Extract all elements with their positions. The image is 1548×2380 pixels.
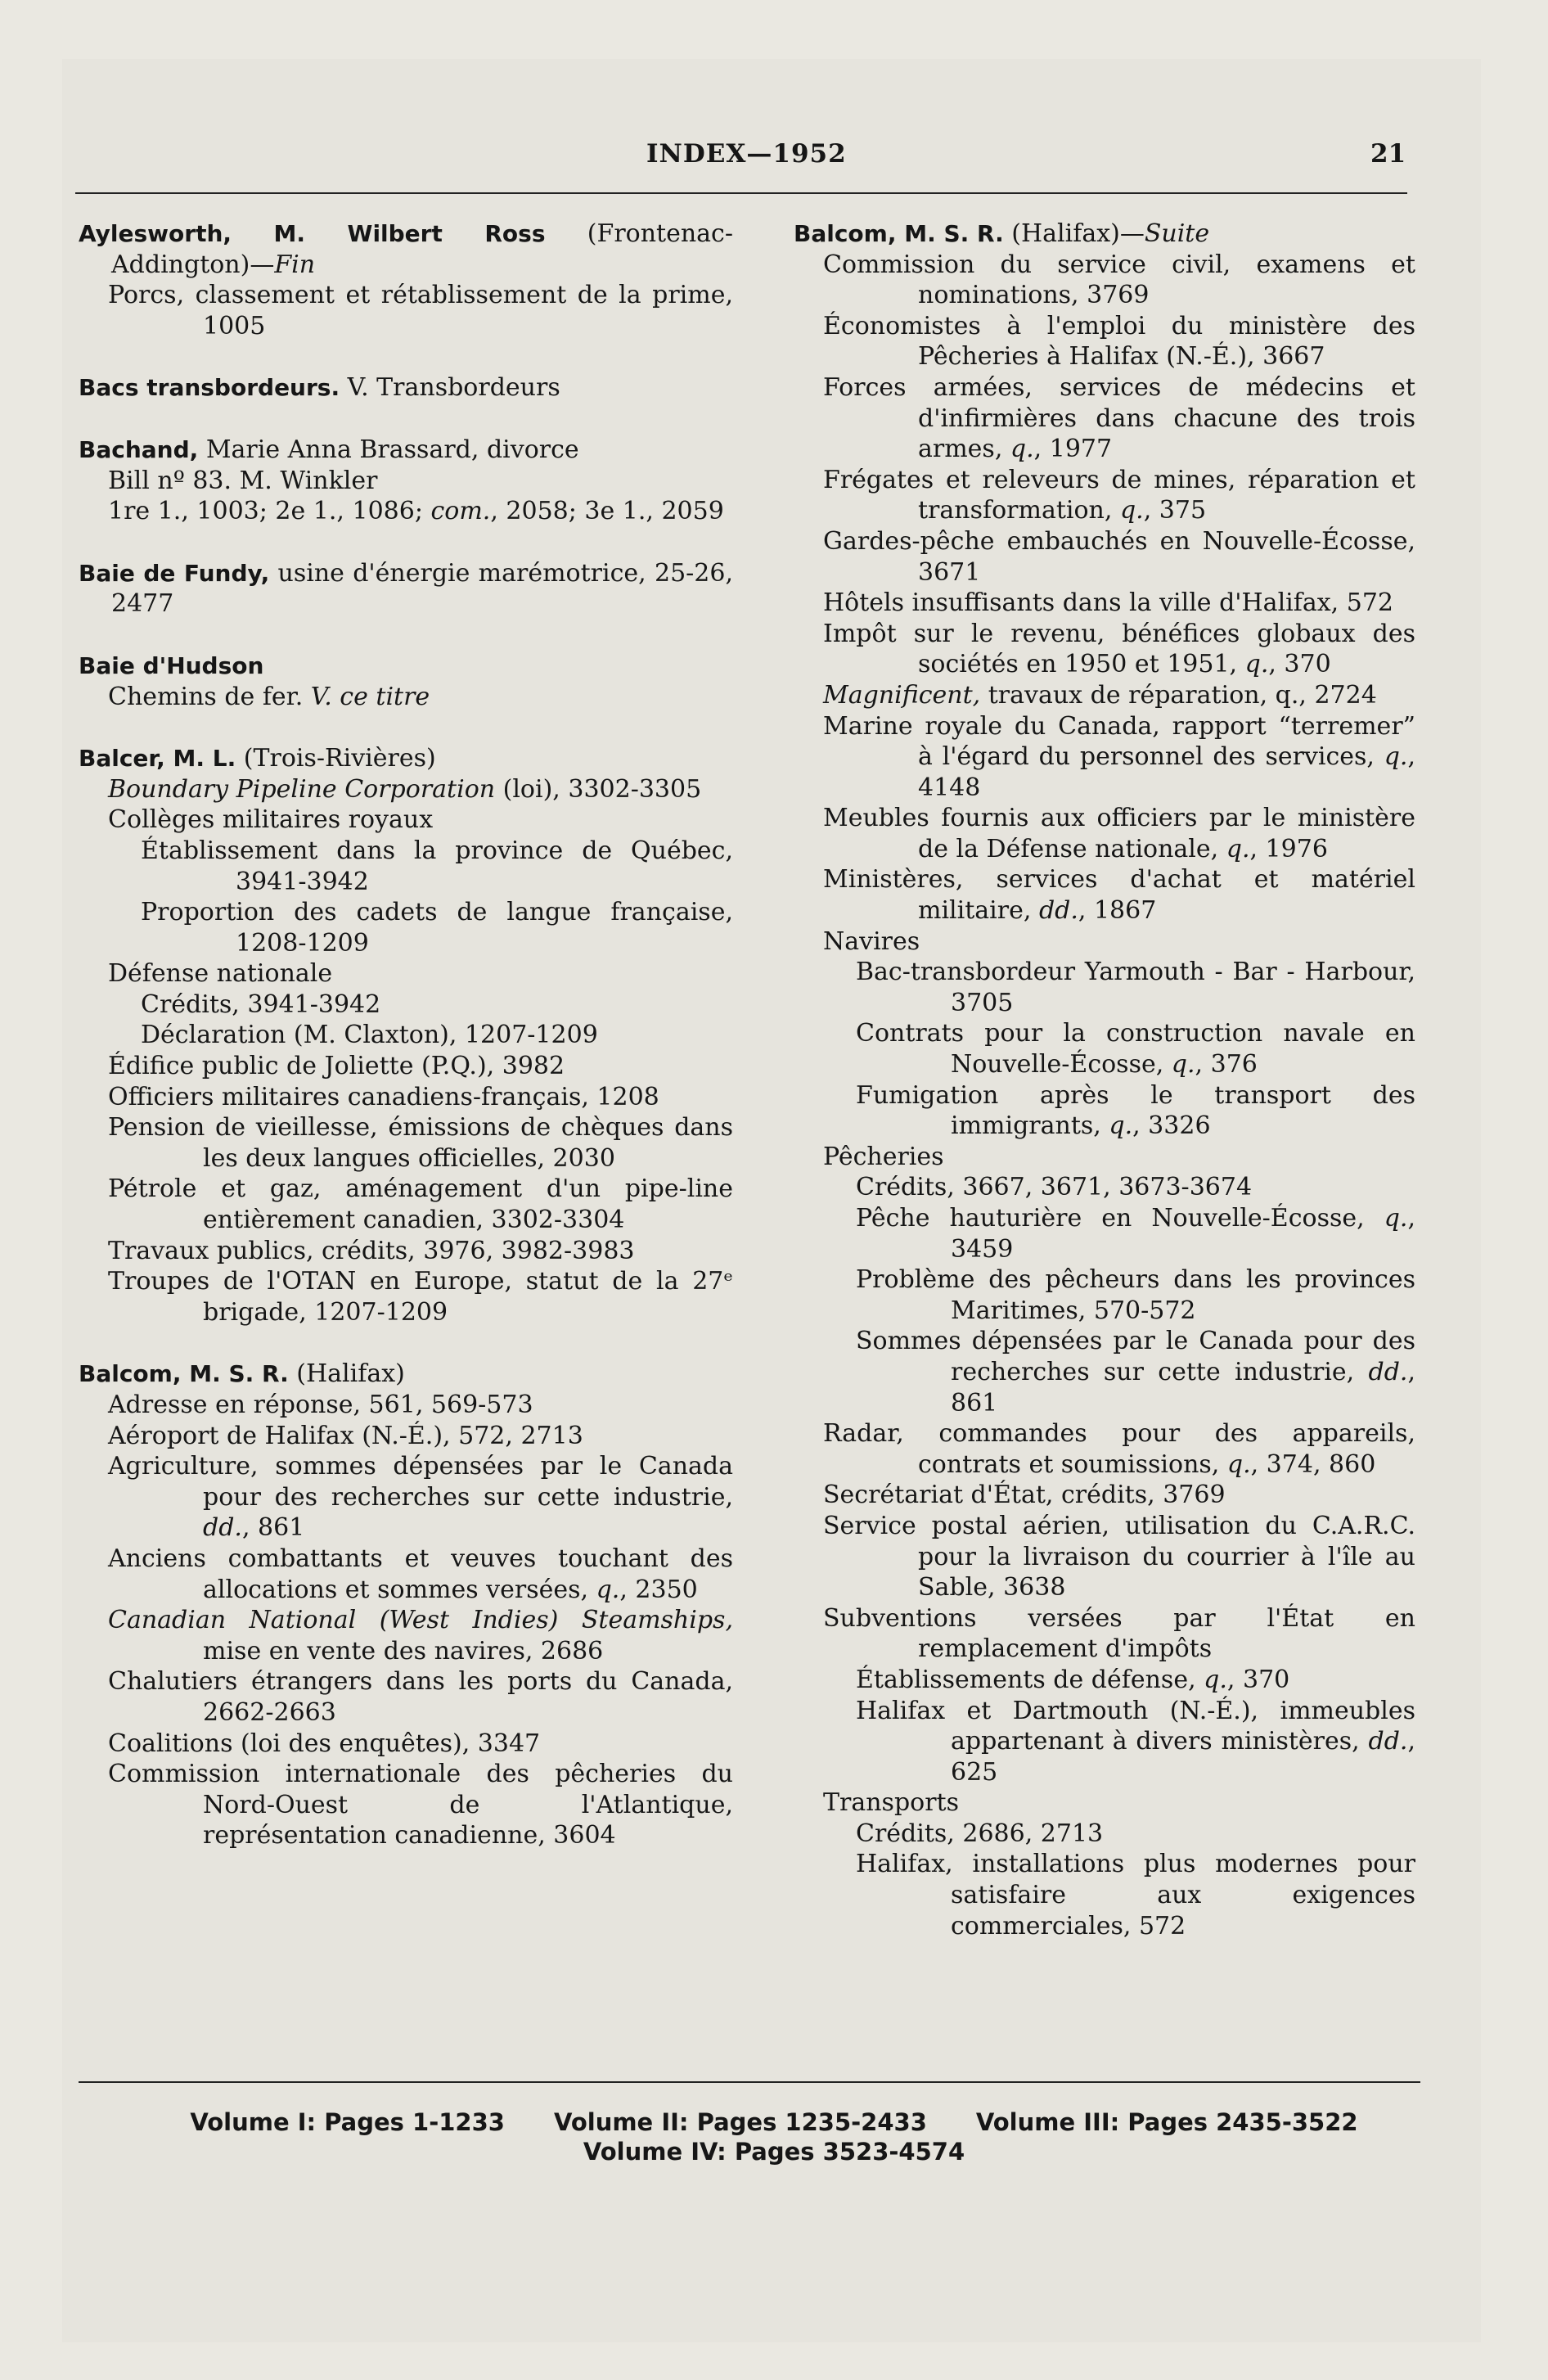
- subentry: [794, 711, 1415, 804]
- subentry-italic: q.: [1244, 650, 1269, 679]
- entry-heading-text: usine d'énergie marémotrice, 25-26, 2477: [111, 558, 734, 619]
- volume-4-label: Volume IV: Pages 3523-4574: [583, 2138, 965, 2166]
- volume-1-label: Volume I: Pages 1-1233: [190, 2108, 505, 2136]
- subentry-text: Coalitions (loi des enquêtes), 3347: [108, 1729, 541, 1758]
- sub-subentry-text: Crédits, 2686, 2713: [856, 1819, 1104, 1848]
- subentry-text: Ministères, services d'achat et matériel militaire,: [823, 865, 1415, 926]
- volume-line-1: [0, 2108, 1548, 2136]
- entry-heading-text: Marie Anna Brassard, divorce: [198, 435, 579, 464]
- subentry-text: Chalutiers étrangers dans les ports du Canada, 2662-2663: [108, 1667, 733, 1727]
- subentry-text-tail: , 1976: [1249, 834, 1328, 863]
- subentry-italic: Magnificent,: [823, 680, 981, 710]
- index-entry: [79, 651, 733, 712]
- sub-subentry-text: Fumigation après le transport des immigrants,: [856, 1080, 1415, 1141]
- subentry: [79, 1390, 733, 1421]
- subentry-text: Commission internationale des pêcheries du Nord-Ouest de l'Atlantique, représentation canadienne, 3604: [108, 1760, 733, 1850]
- subentry-text: Pêcheries: [823, 1142, 944, 1171]
- subentry-text: Aéroport de Halifax (N.-É.), 572, 2713: [108, 1421, 583, 1450]
- subentry-text: Secrétariat d'État, crédits, 3769: [823, 1481, 1226, 1510]
- subentry-text: Travaux publics, crédits, 3976, 3982-3983: [108, 1236, 635, 1265]
- subentry: [79, 1082, 733, 1113]
- sub-subentry-text: Problème des pêcheurs dans les provinces Maritimes, 570-572: [856, 1265, 1415, 1325]
- subentry-text-tail: , 370: [1268, 650, 1331, 679]
- subentry: [794, 250, 1415, 311]
- sub-subentry-text: Déclaration (M. Claxton), 1207-1209: [141, 1021, 598, 1050]
- subentry-text: Service postal aérien, utilisation du C.A.R.C. pour la livraison du courrier à l'île au Sable, 3638: [823, 1511, 1415, 1602]
- entry-heading: [794, 219, 1415, 250]
- subentry: [79, 1666, 733, 1728]
- footer-rule: [79, 2081, 1420, 2083]
- header-rule: [75, 192, 1407, 194]
- entry-keyword: Bacs transbordeurs.: [79, 374, 340, 402]
- subentry-text: Agriculture, sommes dépensées par le Canada pour des recherches sur cette industrie,: [108, 1452, 733, 1512]
- volume-list: [0, 2108, 1548, 2166]
- subentry-italic: V. ce titre: [310, 682, 430, 711]
- sub-subentry-text: Crédits, 3941-3942: [141, 989, 381, 1019]
- entry-keyword: Baie de Fundy,: [79, 559, 270, 587]
- subentry-italic: dd.: [1038, 896, 1078, 926]
- index-entry: [79, 435, 733, 527]
- subentry-italic: q.: [596, 1575, 620, 1604]
- sub-subentry-italic: q.: [1384, 1204, 1408, 1233]
- subentry: [794, 803, 1415, 864]
- entry-keyword: Balcom, M. S. R.: [79, 1360, 289, 1388]
- sub-subentry: [79, 836, 733, 897]
- subentry: [794, 619, 1415, 680]
- sub-subentry: [794, 957, 1415, 1018]
- sub-subentry-text-tail: , 370: [1226, 1665, 1290, 1694]
- subentry-text: Transports: [823, 1788, 960, 1818]
- entry-heading-text: (Halifax)—: [1003, 219, 1145, 248]
- subentry-text: Édifice public de Joliette (P.Q.), 3982: [108, 1052, 565, 1081]
- index-entry: [79, 558, 733, 620]
- entry-keyword: Balcer, M. L.: [79, 745, 236, 773]
- subentry: [79, 466, 733, 497]
- entry-heading-text: (Frontenac-Addington)—: [111, 219, 733, 279]
- entry-heading: [79, 743, 733, 774]
- sub-subentry: [794, 1203, 1415, 1264]
- sub-subentry-text: Halifax, installations plus modernes pour satisfaire aux exigences commerciales, 572: [856, 1850, 1415, 1941]
- page-title: INDEX—1952: [646, 139, 847, 169]
- entry-heading-text: V. Transbordeurs: [340, 373, 560, 403]
- subentry-text-tail: travaux de réparation, q., 2724: [980, 680, 1377, 710]
- subentry: [79, 682, 733, 713]
- sub-subentry-text: Sommes dépensées par le Canada pour des recherches sur cette industrie,: [856, 1327, 1415, 1386]
- entry-heading: [79, 435, 733, 466]
- entry-keyword: Aylesworth, M. Wilbert Ross: [79, 220, 546, 247]
- subentry-italic: q.: [1384, 742, 1408, 772]
- subentry-italic: Boundary Pipeline Corporation: [108, 774, 496, 804]
- sub-subentry-text-tail: , 861: [951, 1357, 1415, 1418]
- subentry-text: Économistes à l'emploi du ministère des Pêcheries à Halifax (N.-É.), 3667: [823, 311, 1415, 372]
- sub-subentry: [794, 1172, 1415, 1203]
- subentry-text: Subventions versées par l'État en remplacement d'impôts: [823, 1603, 1415, 1664]
- sub-subentry: [794, 1819, 1415, 1850]
- sub-subentry: [79, 1020, 733, 1051]
- subentry-text: Navires: [823, 926, 920, 956]
- index-entry: [79, 743, 733, 1327]
- subentry: [79, 1051, 733, 1082]
- sub-subentry-text-tail: , 376: [1195, 1050, 1258, 1080]
- sub-subentry-text-tail: , 3326: [1132, 1111, 1211, 1141]
- subentry: [79, 958, 733, 989]
- sub-subentry-text: Crédits, 3667, 3671, 3673-3674: [856, 1173, 1253, 1202]
- sub-subentry: [794, 1018, 1415, 1080]
- sub-subentry: [79, 989, 733, 1021]
- subentry: [79, 1759, 733, 1851]
- subentry: [794, 1418, 1415, 1480]
- sub-subentry: [794, 1264, 1415, 1326]
- subentry-text: Officiers militaires canadiens-français, 1208: [108, 1082, 659, 1111]
- subentry: [794, 311, 1415, 372]
- entry-keyword: Bachand,: [79, 435, 199, 463]
- subentry-text: Pétrole et gaz, aménagement d'un pipe-line entièrement canadien, 3302-3304: [108, 1174, 733, 1235]
- entry-heading-italic: Suite: [1144, 219, 1210, 248]
- subentry: [79, 496, 733, 527]
- subentry: [794, 1480, 1415, 1511]
- subentry-text: Impôt sur le revenu, bénéfices globaux des sociétés en 1950 et 1951,: [823, 619, 1415, 679]
- entry-heading-text: (Trois-Rivières): [236, 744, 436, 773]
- subentry-text: Marine royale du Canada, rapport “terremer” à l'égard du personnel des services,: [823, 711, 1415, 772]
- subentry: [79, 1451, 733, 1544]
- sub-subentry-text: Établissements de défense,: [856, 1665, 1204, 1694]
- subentry-italic: dd.: [203, 1513, 242, 1543]
- entry-heading-italic: Fin: [274, 250, 316, 279]
- subentry-text: Anciens combattants et veuves touchant des allocations et sommes versées,: [108, 1544, 733, 1604]
- subentry-text: Porcs, classement et rétablissement de la prime, 1005: [108, 281, 733, 340]
- subentry-text: Frégates et releveurs de mines, réparation et transformation,: [823, 465, 1415, 525]
- sub-subentry-italic: q.: [1109, 1111, 1133, 1141]
- entry-heading: [79, 651, 733, 682]
- subentry: [794, 588, 1415, 619]
- subentry: [794, 1142, 1415, 1173]
- subentry-italic: q.: [1226, 834, 1250, 863]
- entry-heading: [79, 372, 733, 403]
- subentry-text: Pension de vieillesse, émissions de chèques dans les deux langues officielles, 2030: [108, 1113, 733, 1173]
- subentry-text-tail: (loi), 3302-3305: [495, 774, 702, 804]
- entry-keyword: Baie d'Hudson: [79, 651, 264, 679]
- index-entry: [794, 219, 1415, 1941]
- index-column-left: [79, 219, 733, 1882]
- subentry-text-tail: , 1977: [1033, 435, 1113, 464]
- subentry: [79, 1421, 733, 1452]
- subentry-text-tail: , 375: [1143, 496, 1207, 525]
- sub-subentry: [794, 1849, 1415, 1941]
- sub-subentry: [794, 1326, 1415, 1418]
- index-entry: [79, 1359, 733, 1851]
- subentry-text: Hôtels insuffisants dans la ville d'Halifax, 572: [823, 588, 1394, 618]
- subentry-text-tail: mise en vente des navires, 2686: [203, 1636, 604, 1666]
- subentry: [794, 465, 1415, 526]
- subentry-italic: Canadian National (West Indies) Steamships,: [108, 1606, 733, 1635]
- subentry-text: Chemins de fer.: [108, 682, 311, 711]
- sub-subentry: [79, 897, 733, 958]
- subentry-text: Gardes-pêche embauchés en Nouvelle-Écosse, 3671: [823, 526, 1415, 587]
- volume-3-label: Volume III: Pages 2435-3522: [975, 2108, 1358, 2136]
- subentry-italic: com.: [430, 497, 491, 526]
- subentry-text: Commission du service civil, examens et nominations, 3769: [823, 250, 1415, 310]
- subentry: [79, 1236, 733, 1267]
- sub-subentry-text: Pêche hauturière en Nouvelle-Écosse,: [856, 1204, 1384, 1233]
- subentry-italic: q.: [1226, 1449, 1251, 1479]
- subentry: [79, 805, 733, 836]
- subentry-text: 1re 1., 1003; 2e 1., 1086;: [108, 497, 431, 526]
- subentry-text-tail: , 374, 860: [1250, 1449, 1376, 1479]
- subentry: [79, 1112, 733, 1174]
- sub-subentry-text: Bac-transbordeur Yarmouth - Bar - Harbour, 3705: [856, 958, 1415, 1017]
- index-column-right: [794, 219, 1415, 1972]
- sub-subentry-text-tail: , 625: [951, 1727, 1415, 1787]
- sub-subentry: [794, 1665, 1415, 1696]
- subentry: [794, 926, 1415, 958]
- sub-subentry: [794, 1080, 1415, 1142]
- subentry-text: Adresse en réponse, 561, 569-573: [108, 1391, 533, 1419]
- subentry: [79, 1605, 733, 1666]
- index-entry: [79, 372, 733, 403]
- subentry-text: Meubles fournis aux officiers par le ministère de la Défense nationale,: [823, 804, 1415, 863]
- subentry-text-tail: , 2058; 3e 1., 2059: [490, 497, 724, 526]
- subentry: [79, 774, 733, 805]
- sub-subentry-text: Établissement dans la province de Québec, 3941-3942: [141, 836, 733, 896]
- subentry: [794, 1787, 1415, 1819]
- page-number: 21: [1370, 139, 1406, 169]
- subentry: [794, 680, 1415, 711]
- sub-subentry-text: Halifax et Dartmouth (N.-É.), immeubles appartenant à divers ministères,: [856, 1696, 1415, 1756]
- subentry-text: Radar, commandes pour des appareils, contrats et soumissions,: [823, 1419, 1415, 1479]
- sub-subentry-text: Contrats pour la construction navale en Nouvelle-Écosse,: [856, 1019, 1415, 1080]
- entry-keyword: Balcom, M. S. R.: [794, 220, 1004, 247]
- volume-line-2: [0, 2138, 1548, 2166]
- subentry-text-tail: , 2350: [619, 1575, 698, 1604]
- entry-heading: [79, 219, 733, 280]
- subentry-text: Forces armées, services de médecins et d'infirmières dans chacune des trois armes,: [823, 372, 1415, 464]
- subentry-text-tail: , 861: [241, 1513, 305, 1543]
- sub-subentry-text-tail: , 3459: [951, 1204, 1415, 1264]
- subentry: [79, 1544, 733, 1605]
- subentry-text: Défense nationale: [108, 959, 333, 989]
- subentry-italic: q.: [1119, 496, 1144, 525]
- volume-2-label: Volume II: Pages 1235-2433: [553, 2108, 927, 2136]
- subentry-text: Collèges militaires royaux: [108, 805, 434, 835]
- subentry: [79, 1729, 733, 1760]
- entry-heading-text: (Halifax): [288, 1359, 405, 1389]
- sub-subentry-italic: dd.: [1368, 1727, 1408, 1756]
- subentry: [794, 864, 1415, 926]
- subentry-text-tail: , 4148: [918, 742, 1415, 802]
- subentry-text: Bill nº 83. M. Winkler: [108, 466, 378, 495]
- subentry-italic: q.: [1010, 435, 1034, 464]
- subentry-text: Troupes de l'OTAN en Europe, statut de la 27ᵉ brigade, 1207-1209: [108, 1267, 733, 1327]
- sub-subentry-italic: dd.: [1368, 1357, 1408, 1386]
- sub-subentry-italic: q.: [1204, 1665, 1227, 1694]
- sub-subentry-text: Proportion des cadets de langue française, 1208-1209: [141, 898, 733, 958]
- sub-subentry: [794, 1696, 1415, 1788]
- subentry-text-tail: , 1867: [1078, 896, 1157, 926]
- entry-heading: [79, 558, 733, 620]
- subentry: [79, 1266, 733, 1327]
- subentry: [794, 526, 1415, 588]
- subentry: [794, 1511, 1415, 1603]
- sub-subentry-italic: q.: [1171, 1050, 1195, 1080]
- subentry: [79, 280, 733, 341]
- entry-heading: [79, 1359, 733, 1390]
- index-entry: [79, 219, 733, 341]
- subentry: [794, 372, 1415, 465]
- subentry: [794, 1603, 1415, 1665]
- subentry: [79, 1174, 733, 1235]
